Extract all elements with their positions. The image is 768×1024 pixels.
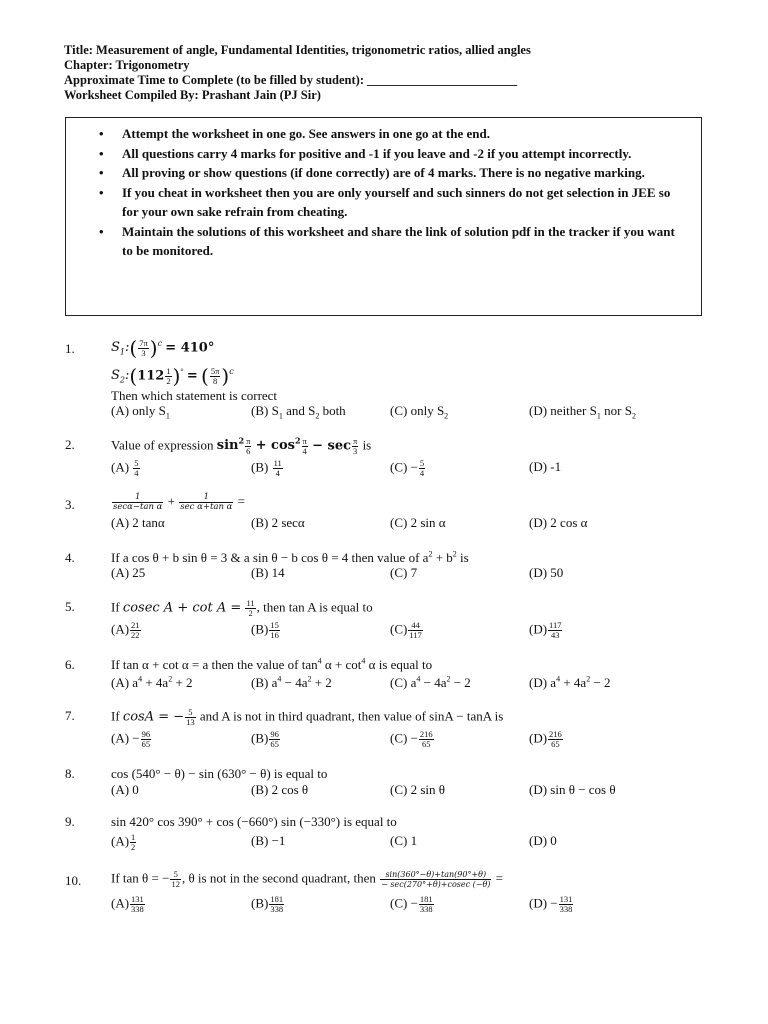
option-b: (B) $a^4 - 4a^2 + 2$ [251,674,332,690]
option-a: (A) − $\frac{96}{65}$ [111,729,151,749]
options-row [111,515,711,533]
options-row [111,459,711,477]
option-b: (B) 2 secα [251,515,305,530]
option-a: (A) only $S_1$ [111,403,170,421]
question-text: cos (540° − θ) − sin (630° − θ) is equal to [111,766,328,781]
question-text: Then which statement is correct [111,388,278,403]
instruction-item: • All questions carry 4 marks for positive and -1 if you leave and -2 if you attempt incorrectly. [122,144,681,164]
option-a: (A) 2 tanα [111,515,165,530]
options-row [111,403,711,421]
option-a: (A) $\frac{5}{4}$ [111,458,139,478]
question-number: 2. [65,437,75,452]
question-text: If tan θ = − $\frac{5}{12}$ , θ is not in the second quadrant, then $\frac{\sin(360^\circ-\theta)+\tan(90^\circ+\theta)}{- \sec(270^\circ+\theta)+cosec (-\theta)}$ = [111,869,503,889]
option-c: (C) − $\frac{181}{338}$ [390,894,433,914]
option-d: (D) $a^4 + 4a^2 - 2$ [529,674,611,690]
options-row [111,833,711,851]
question-number: 1. [65,341,75,356]
option-d: (D) sin θ − cos θ [529,782,616,797]
worksheet-header [64,43,714,103]
option-a: (A) 25 [111,565,146,580]
question-number: 6. [65,657,75,672]
option-d: (D) 2 cos α [529,515,588,530]
option-a: (A) $a^4 + 4a^2 + 2$ [111,674,193,690]
instruction-item: • All proving or show questions (if done correctly) are of 4 marks. There is no negative marking. [122,163,681,183]
instructions-box [65,117,702,316]
option-b: (B) $\frac{11}{4}$ [251,458,282,478]
option-b: (B) $\frac{96}{65}$ [251,729,279,749]
option-b: (B) $\frac{181}{338}$ [251,894,284,914]
instructions-list [66,118,701,261]
question-text: $\frac{1}{\text{secα−tan α}}$ + $\frac{1}{\text{sec α+tan α}}$ = [113,492,245,512]
options-row [111,730,711,748]
question-text: If cosec A + cot A = $\frac{11}{2}$ , then tan A is equal to [111,598,373,618]
option-c: (C) $\frac{44}{117}$ [390,620,422,640]
question-text: If a cos θ + b sin θ = 3 & a sin θ − b cos θ = 4 then value of $a^2 + b^2$ is [111,549,469,565]
option-d: (D) -1 [529,459,562,474]
option-c: (C) 7 [390,565,418,580]
question-text: If cosA = − $\frac{5}{13}$ and A is not in third quadrant, then value of sinA − tanA is [111,707,504,727]
worksheet-chapter: Chapter: Trigonometry [64,58,190,72]
question-number: 3. [65,497,75,512]
option-d: (D) 50 [529,565,564,580]
options-row [111,675,711,693]
option-c: (C) − $\frac{5}{4}$ [390,458,425,478]
option-a: (A) $\frac{131}{338}$ [111,894,144,914]
option-b: (B) 2 cos θ [251,782,309,797]
question-number: 7. [65,708,75,723]
options-row [111,782,711,800]
option-d: (D) $\frac{117}{43}$ [529,620,562,640]
option-d: (D) $\frac{216}{65}$ [529,729,562,749]
question-number: 8. [65,766,75,781]
question-number: 9. [65,814,75,829]
question-number: 10. [65,873,82,888]
option-b: (B) $\frac{15}{16}$ [251,620,279,640]
option-d: (D) neither $S_1$ nor $S_2$ [529,403,636,421]
option-c: (C) 2 sin α [390,515,446,530]
option-b: (B) −1 [251,833,286,848]
question-text: If tan α + cot α = a then the value of $\tan^4 \alpha + \cot^4 \alpha$ is equal to [111,656,433,672]
instruction-item: • Attempt the worksheet in one go. See answers in one go at the end. [122,124,681,144]
option-c: (C) only $S_2$ [390,403,449,421]
options-row [111,565,711,583]
options-row [111,895,711,913]
option-d: (D) − $\frac{131}{338}$ [529,894,573,914]
option-b: (B) 14 [251,565,285,580]
question-number: 4. [65,550,75,565]
option-c: (C) $a^4 - 4a^2 - 2$ [390,674,471,690]
q1-statement-1: $S_1$:( $\frac{7\pi}{3}$ )$^c$ = 410° [111,336,215,360]
option-b: (B) $S_1$ and $S_2$ both [251,403,346,421]
instruction-item: • Maintain the solutions of this worksheet and share the link of solution pdf in the tracker if you want to be monitored. [122,222,681,261]
question-text: Value of expression $\sin^2$ $\frac{\pi}{6}$ + $\cos^2$ $\frac{\pi}{4}$ − sec $\frac{\pi}{3}$ is [111,436,372,456]
option-c: (C) 1 [390,833,418,848]
options-row [111,621,711,639]
worksheet-time: Approximate Time to Complete (to be filled by student): ________________________ [64,73,518,87]
option-c: (C) − $\frac{216}{65}$ [390,729,433,749]
worksheet-compiler: Worksheet Compiled By: Prashant Jain (PJ Sir) [64,88,321,102]
option-a: (A) $\frac{21}{22}$ [111,620,140,640]
option-a: (A) $\frac{1}{2}$ [111,832,136,852]
option-c: (C) 2 sin θ [390,782,445,797]
option-d: (D) 0 [529,833,557,848]
worksheet-title: Title: Measurement of angle, Fundamental Identities, trigonometric ratios, allied angles [64,43,531,57]
question-text: sin 420° cos 390° + cos (−660°) sin (−330°) is equal to [111,814,397,829]
q1-statement-2: $S_2:(112$ $\frac{1}{2}$ )° = ( $\frac{5\pi}{8}$ )$^c$ [111,364,234,388]
instruction-item: • If you cheat in worksheet then you are only yourself and such sinners do not get selection in JEE so for your own sake refrain from cheating. [122,183,681,222]
option-a: (A) 0 [111,782,139,797]
question-number: 5. [65,599,75,614]
